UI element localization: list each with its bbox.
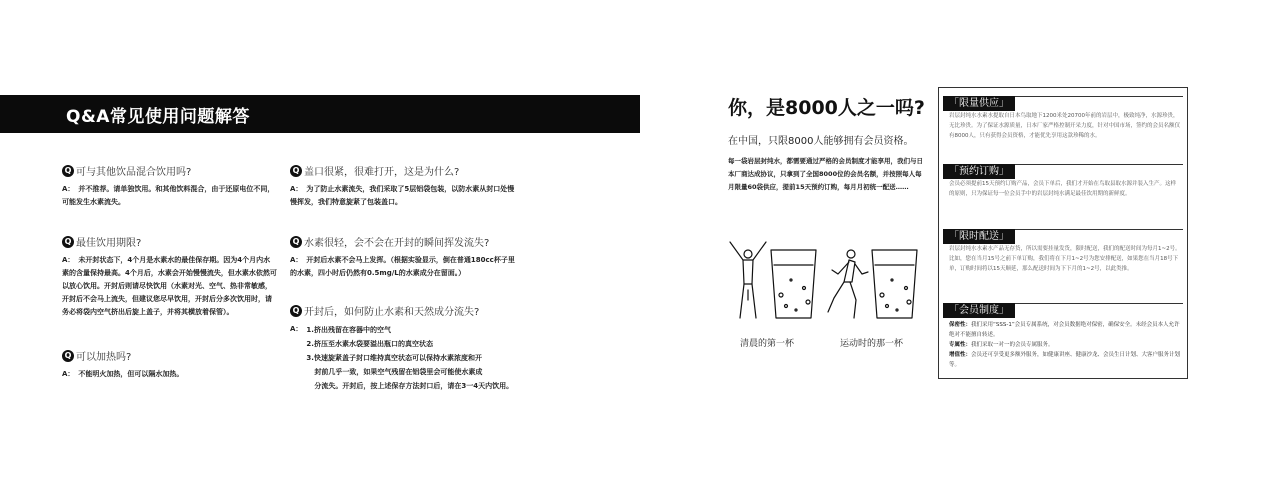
question-text: 可以加热吗? bbox=[76, 352, 132, 363]
section-text: 岩层封纯水水素水提取自日本鸟取地下1200米处20700年前的岩层中，极致纯净，水源珍贵，无比珍贵。为了保证水源质量，日本厂家严格控制开采力度，针对中国市场，签约的会员名额仅有8000人，只有获得会员资格，才能优先享用这款珍稀的水。 bbox=[949, 113, 1181, 139]
question-text: 水素很轻，会不会在开封的瞬间挥发流失? bbox=[304, 238, 490, 249]
rule-row: 专属性：我们采取一对一的会员专属服务。 bbox=[949, 342, 1054, 348]
section-header bbox=[943, 229, 1183, 244]
member-intro: 每一袋岩层封纯水，都需要通过严格的会员制度才能享用，我们与日本厂商达成协议，只拿到了全国8000位的会员名额，并按照每人每月限量60袋供应，提前15天预约订购，每月月初统一配送…… bbox=[728, 157, 923, 191]
qa-item-2: Q 最佳饮用期限? A： 未开封状态下，4个月是水素水的最佳保存期。因为4个月内水素的含量保持最高。4个月后，水素会开始慢慢流失，但水素水依然可以放心饮用。开封后则请尽快饮用（水素对光、空气、热非常敏感，开封后不会马上流失，但建议您尽早饮用，开封后分多次饮用时，请务必将袋内空气挤出后旋上盖子，并将其横放着保管）。 bbox=[62, 234, 277, 319]
answer-text: 未开封状态下，4个月是水素水的最佳保存期。因为4个月内水素的含量保持最高。4个月后，水素会开始慢慢流失，但水素水依然可以放心饮用。开封后则请尽快饮用（水素对光、空气、热非常敏感，开封后不会马上流失，但建议您尽早饮用，开封后分多次饮用时，请务必将袋内空气挤出后旋上盖子，并将其横放着保管）。 bbox=[62, 256, 277, 316]
section-tag: 「预约订购」 bbox=[943, 164, 1015, 179]
answer-text: 为了防止水素流失，我们采取了5层铝袋包装，以防水素从封口处慢慢挥发，我们特意旋紧了包装盖口。 bbox=[290, 185, 515, 206]
qa-item-3: Q 可以加热吗? A： 不能明火加热，但可以隔水加热。 bbox=[62, 348, 277, 381]
running-illustration bbox=[824, 240, 919, 325]
section-tag: 「限量供应」 bbox=[943, 96, 1015, 111]
list-item: 2.挤压至水素水袋要溢出瓶口的真空状态 bbox=[306, 340, 433, 348]
question-text: 最佳饮用期限? bbox=[76, 238, 142, 249]
section-tag: 「会员制度」 bbox=[943, 303, 1015, 318]
rule-row: 保密性：我们采用“SSS-1”会员专属系统，对会员数据绝对保密，确保安全。未经会员本人允许绝对不能擅自转述。 bbox=[949, 322, 1180, 338]
qa-item-6: Q 开封后，如何防止水素和天然成分流失? A： 1.挤出残留在容器中的空气 2.挤压至水素水袋要溢出瓶口的真空状态 3.快速旋紧盖子封口维持真空状态可以保持水素浓度和开 封前几乎一致，如果空气残留在铝袋里会可能使水素成 分流失。开封后，按上述保存方法封口后，请在3一4天内饮用。 bbox=[290, 303, 515, 393]
answer-text: 不能明火加热，但可以隔水加热。 bbox=[78, 370, 184, 378]
question-text: 开封后，如何防止水素和天然成分流失? bbox=[304, 307, 480, 318]
section-header bbox=[943, 164, 1183, 179]
qa-item-4: Q 盖口很紧，很难打开，这是为什么? A： 为了防止水素流失，我们采取了5层铝袋包装，以防水素从封口处慢慢挥发，我们特意旋紧了包装盖口。 bbox=[290, 163, 515, 209]
answer-text: 并不推荐。请单独饮用。和其他饮料混合，由于还原电位不同，可能发生水素流失。 bbox=[62, 185, 275, 206]
q-icon: Q bbox=[62, 165, 74, 177]
member-title: 你，是8000人之一吗? bbox=[728, 97, 925, 119]
member-rules bbox=[949, 320, 1181, 370]
page-title: Q&A常见使用问题解答 bbox=[66, 107, 250, 127]
section-text: 岩层封纯水水素水产品无存货，所以需要挂量发货，限时配送，我们的配送时间为每月1~2号。比如，您在当月15号之前下单订购，我们将在下月1~2号为您安排配送，如果您在当月18号下单，订购时间将以15天顺延，那么配送时间为下下月的1~2号，以此类推。 bbox=[949, 246, 1181, 272]
qa-item-5: Q 水素很轻，会不会在开封的瞬间挥发流失? A： 开封后水素不会马上发挥。（根据实验显示，倒在普通180cc杯子里的水素，四小时后仍然有0.5mg/L的水素成分在留面。） bbox=[290, 234, 515, 280]
morning-stretch-illustration bbox=[726, 240, 821, 325]
q-icon: Q bbox=[62, 236, 74, 248]
membership-info-panel bbox=[938, 87, 1188, 379]
rule-row: 增值性：会员还可享受更多额外服务，如健康讲座、健康沙龙、会员生日计划、大客户服务计划等。 bbox=[949, 352, 1181, 368]
section-header bbox=[943, 96, 1183, 111]
answer-text: 开封后水素不会马上发挥。（根据实验显示，倒在普通180cc杯子里的水素，四小时后仍然有0.5mg/L的水素成分在留面。） bbox=[290, 256, 515, 277]
running-caption: 运动时的那一杯 bbox=[840, 339, 904, 349]
list-item: 封前几乎一致，如果空气残留在铝袋里会可能使水素成 bbox=[314, 368, 483, 376]
section-header bbox=[943, 303, 1183, 318]
morning-caption: 清晨的第一杯 bbox=[740, 339, 795, 349]
section-text: 会员必须提前15天预约订购产品，会员下单后，我们才开始在鸟取县取水源并装入生产。这样的原则，只为保证每一位会员手中的岩层封纯水满足最佳饮用期的新鲜度。 bbox=[949, 181, 1177, 197]
member-subtitle: 在中国，只限8000人能够拥有会员资格。 bbox=[728, 136, 914, 147]
qa-item-1: Q 可与其他饮品混合饮用吗? A： 并不推荐。请单独饮用。和其他饮料混合，由于还原电位不同，可能发生水素流失。 bbox=[62, 163, 277, 209]
question-text: 盖口很紧，很难打开，这是为什么? bbox=[304, 167, 460, 178]
q-icon: Q bbox=[62, 350, 74, 362]
q-icon: Q bbox=[290, 165, 302, 177]
list-item: 1.挤出残留在容器中的空气 bbox=[306, 326, 391, 334]
list-item: 3.快速旋紧盖子封口维持真空状态可以保持水素浓度和开 bbox=[306, 354, 482, 362]
q-icon: Q bbox=[290, 305, 302, 317]
question-text: 可与其他饮品混合饮用吗? bbox=[76, 167, 192, 178]
section-tag: 「限时配送」 bbox=[943, 229, 1015, 244]
storage-steps-list bbox=[306, 323, 513, 393]
list-item: 分流失。开封后，按上述保存方法封口后，请在3一4天内饮用。 bbox=[314, 382, 514, 390]
q-icon: Q bbox=[290, 236, 302, 248]
